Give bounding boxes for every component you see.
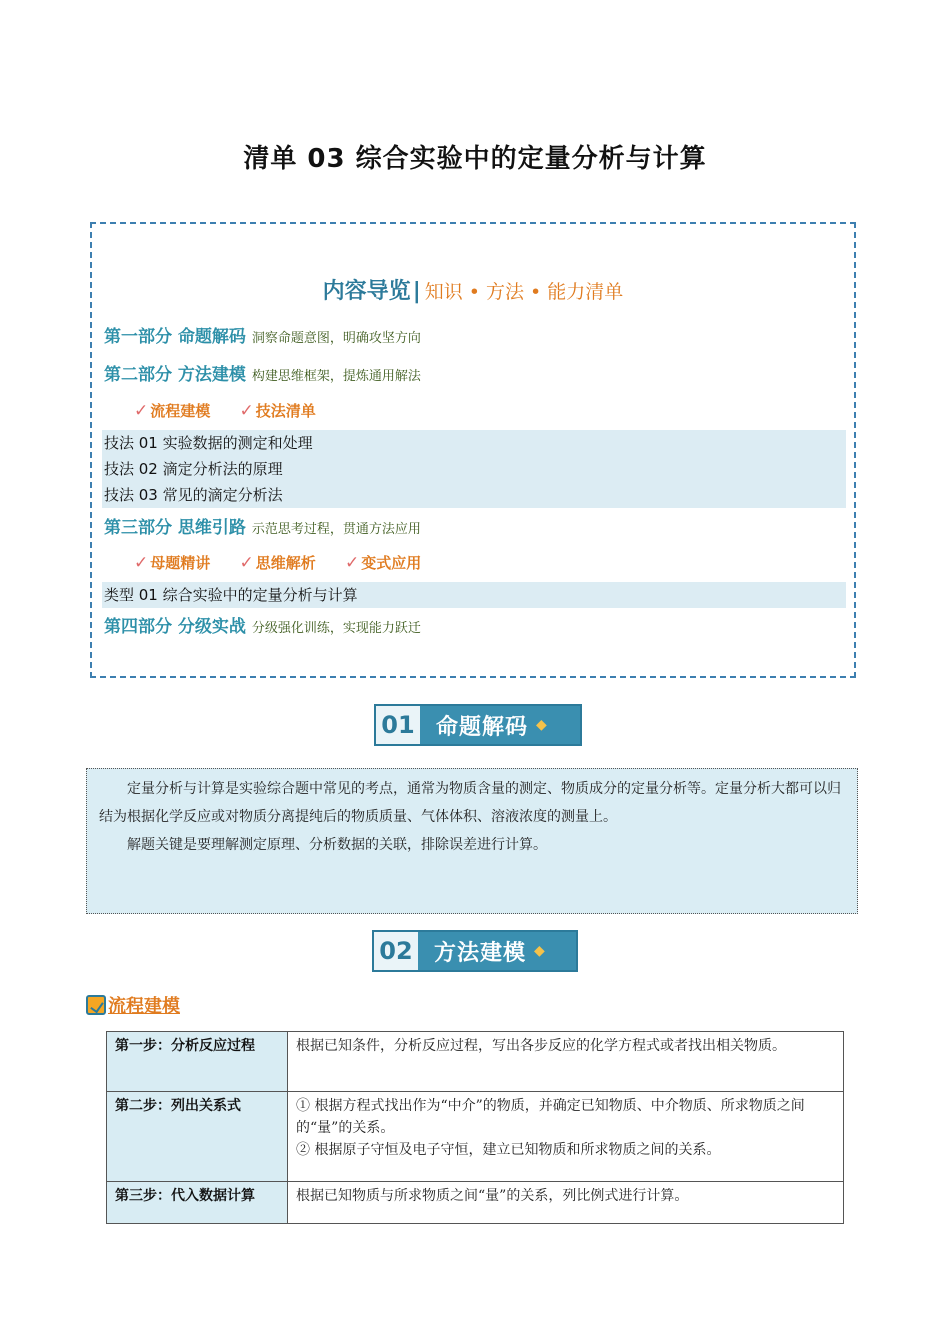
step-key: 第二步：列出关系式 xyxy=(107,1092,288,1182)
part-name: 第一部分 命题解码 xyxy=(104,327,246,347)
section-number: 01 xyxy=(376,706,420,744)
table-row xyxy=(107,1092,844,1182)
section-header-02 xyxy=(372,930,578,972)
part-name: 第四部分 分级实战 xyxy=(104,617,246,637)
tag xyxy=(240,552,316,573)
intro-paragraph: 解题关键是要理解测定原理、分析数据的关联，排除误差进行计算。 xyxy=(127,837,547,853)
tag-label: 技法清单 xyxy=(255,402,316,420)
table-row xyxy=(107,1032,844,1092)
flow-modeling-title: 流程建模 xyxy=(108,996,180,1017)
content-guide-box xyxy=(90,222,856,678)
step-key: 第一步：分析反应过程 xyxy=(107,1032,288,1092)
check-icon: ✓ xyxy=(134,401,149,421)
part-3-tags xyxy=(134,552,445,573)
list-item: 技法 01 实验数据的测定和处理 xyxy=(104,434,313,452)
step-value-line: ① 根据方程式找出作为“中介”的物质，并确定已知物质、中介物质、所求物质之间的“量”的关系。 xyxy=(296,1098,805,1136)
guide-divider: | xyxy=(412,279,421,304)
guide-subtitle: 知识 • 方法 • 能力清单 xyxy=(424,281,624,303)
part-desc: 构建思维框架，提炼通用解法 xyxy=(251,369,421,384)
part-2-tags xyxy=(134,400,340,421)
notebook-icon xyxy=(86,995,106,1015)
table-row xyxy=(107,1182,844,1224)
part-3 xyxy=(104,513,421,538)
tag-label: 思维解析 xyxy=(255,554,316,572)
section-label xyxy=(418,932,576,970)
step-key: 第三步：代入数据计算 xyxy=(107,1182,288,1224)
tag xyxy=(134,552,210,573)
part-desc: 分级强化训练，实现能力跃迁 xyxy=(251,621,421,636)
section-label-text: 命题解码 xyxy=(436,714,529,740)
step-value: 根据已知条件，分析反应过程，写出各步反应的化学方程式或者找出相关物质。 xyxy=(288,1032,844,1092)
tag xyxy=(345,552,421,573)
guide-title: 内容导览 xyxy=(322,279,411,304)
part-desc: 洞察命题意图，明确攻坚方向 xyxy=(251,331,421,346)
tag-label: 变式应用 xyxy=(361,554,422,572)
check-icon: ✓ xyxy=(239,553,254,573)
part-4 xyxy=(104,612,421,637)
part-desc: 示范思考过程，贯通方法应用 xyxy=(251,522,421,537)
part-2 xyxy=(104,360,421,385)
step-value-line: ② 根据原子守恒及电子守恒，建立已知物质和所求物质之间的关系。 xyxy=(296,1142,721,1158)
check-icon: ✓ xyxy=(239,401,254,421)
check-icon: ✓ xyxy=(345,553,360,573)
list-item: 类型 01 综合实验中的定量分析与计算 xyxy=(104,586,358,604)
diamond-icon: ◆ xyxy=(534,943,546,959)
diamond-icon: ◆ xyxy=(536,717,548,733)
section-label xyxy=(420,706,580,744)
part-2-items xyxy=(102,430,846,508)
list-item: 技法 03 常见的滴定分析法 xyxy=(104,486,283,504)
section-label-text: 方法建模 xyxy=(434,940,527,966)
part-1 xyxy=(104,322,421,347)
intro-box xyxy=(86,768,858,914)
step-value xyxy=(288,1092,844,1182)
steps-table xyxy=(106,1031,844,1224)
part-name: 第三部分 思维引路 xyxy=(104,518,246,538)
intro-paragraph: 定量分析与计算是实验综合题中常见的考点，通常为物质含量的测定、物质成分的定量分析等。定量分析大都可以归结为根据化学反应或对物质分离提纯后的物质质量、气体体积、溶液浓度的测量上。 xyxy=(99,781,841,825)
section-header-01 xyxy=(374,704,582,746)
tag xyxy=(240,400,316,421)
guide-heading xyxy=(92,274,854,305)
section-number: 02 xyxy=(374,932,418,970)
tag xyxy=(134,400,210,421)
flow-modeling-heading xyxy=(86,992,180,1018)
part-3-items xyxy=(102,582,846,608)
page-title: 清单 03 综合实验中的定量分析与计算 xyxy=(243,144,707,174)
step-value: 根据已知物质与所求物质之间“量”的关系，列比例式进行计算。 xyxy=(288,1182,844,1224)
part-name: 第二部分 方法建模 xyxy=(104,365,246,385)
list-item: 技法 02 滴定分析法的原理 xyxy=(104,460,283,478)
tag-label: 流程建模 xyxy=(150,402,211,420)
check-icon: ✓ xyxy=(134,553,149,573)
tag-label: 母题精讲 xyxy=(150,554,211,572)
